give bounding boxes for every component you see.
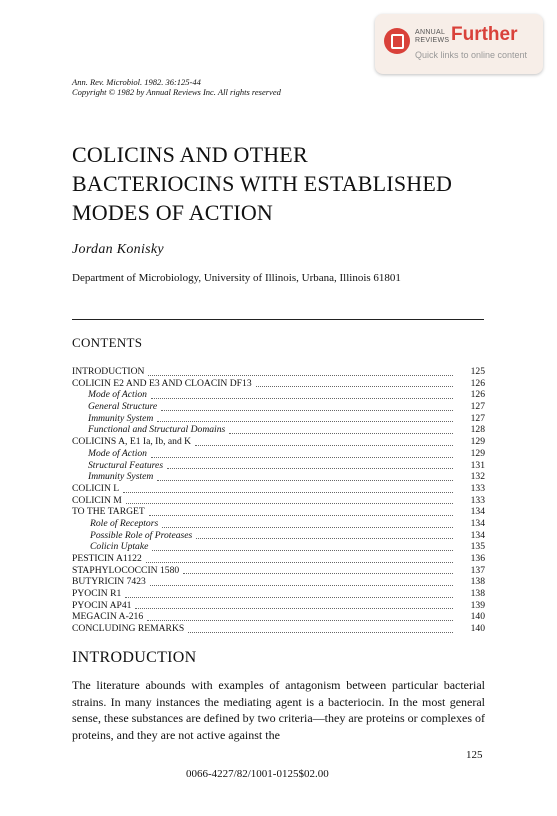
toc-entry[interactable]	[72, 471, 485, 483]
annual-reviews-further-badge[interactable]	[375, 14, 543, 74]
toc-leader-dots	[229, 433, 453, 434]
toc-entry-label: COLICIN M	[72, 494, 122, 506]
toc-entry[interactable]	[72, 530, 485, 542]
toc-entry-page: 134	[470, 529, 485, 541]
toc-entry-page: 140	[470, 623, 485, 635]
toc-entry-page: 134	[470, 506, 485, 518]
toc-entry[interactable]	[72, 518, 485, 530]
toc-leader-dots	[157, 421, 453, 422]
toc-entry-page: 139	[470, 599, 485, 611]
toc-entry[interactable]	[72, 460, 485, 472]
toc-leader-dots	[151, 398, 453, 399]
toc-leader-dots	[150, 585, 453, 586]
toc-entry-page: 133	[470, 482, 485, 494]
toc-entry-page: 127	[470, 401, 485, 413]
toc-entry-label: Immunity System	[88, 471, 154, 483]
toc-entry[interactable]	[72, 436, 485, 448]
toc-leader-dots	[256, 386, 453, 387]
toc-entry-label: STAPHYLOCOCCIN 1580	[72, 564, 180, 576]
toc-leader-dots	[167, 468, 453, 469]
toc-entry[interactable]	[72, 389, 485, 401]
annual-label: ANNUAL	[415, 29, 446, 36]
toc-entry[interactable]	[72, 448, 485, 460]
issn-code: 0066-4227/82/1001-0125$02.00	[186, 768, 329, 780]
toc-leader-dots	[123, 492, 453, 493]
toc-entry-page: 136	[470, 553, 485, 564]
introduction-paragraph: The literature abounds with examples of antagonism between particular bacterial strains. In many instances the mediating agent is a bacteriocin. In the most general sense, these substances are defined by two criteria—they are proteins or complexes of proteins, and they are not active against the	[72, 678, 485, 742]
further-label: Further	[451, 24, 518, 45]
contents-heading: CONTENTS	[72, 335, 143, 350]
toc-entry-page: 127	[470, 412, 485, 424]
toc-entry[interactable]	[72, 576, 485, 588]
toc-entry[interactable]	[72, 553, 485, 565]
toc-entry-label: PYOCIN R1	[72, 588, 122, 600]
toc-entry[interactable]	[72, 506, 485, 518]
toc-leader-dots	[188, 632, 453, 633]
toc-entry-page: 128	[470, 424, 485, 436]
section-divider	[72, 319, 484, 320]
toc-entry[interactable]	[72, 541, 485, 553]
toc-entry[interactable]	[72, 565, 485, 577]
toc-leader-dots	[147, 620, 453, 621]
toc-entry-page: 129	[470, 447, 485, 459]
toc-leader-dots	[135, 608, 453, 609]
toc-leader-dots	[149, 515, 453, 516]
toc-leader-dots	[126, 503, 453, 504]
copyright-line: Copyright © 1982 by Annual Reviews Inc. All rights reserved	[72, 87, 281, 97]
title-line-1: COLICINS AND OTHER	[72, 142, 308, 167]
toc-entry-label: Structural Features	[88, 459, 164, 471]
toc-entry[interactable]	[72, 588, 485, 600]
article-title	[72, 140, 452, 227]
toc-entry-label: MEGACIN A-216	[72, 611, 144, 623]
toc-entry[interactable]	[72, 483, 485, 495]
toc-entry-page: 133	[470, 494, 485, 506]
toc-entry-label: COLICIN L	[72, 482, 120, 494]
toc-entry-page: 140	[470, 611, 485, 623]
toc-entry-label: TO THE TARGET	[72, 506, 145, 518]
toc-entry-page: 131	[470, 459, 485, 471]
author-affiliation: Department of Microbiology, University of Illinois, Urbana, Illinois 61801	[72, 272, 401, 284]
toc-entry-label: CONCLUDING REMARKS	[72, 623, 185, 635]
toc-entry-label: PESTICIN A1122	[72, 553, 142, 564]
reviews-label: REVIEWS	[415, 37, 450, 44]
toc-entry-page: 138	[470, 588, 485, 600]
toc-entry-page: 126	[470, 377, 485, 389]
toc-entry-page: 135	[470, 541, 485, 553]
toc-entry-page: 125	[470, 366, 485, 377]
toc-leader-dots	[146, 562, 453, 563]
toc-leader-dots	[161, 410, 453, 411]
toc-entry-page: 138	[470, 576, 485, 588]
toc-entry-label: General Structure	[88, 401, 158, 413]
toc-entry-label: COLICIN E2 AND E3 AND CLOACIN DF13	[72, 377, 252, 389]
citation-line: Ann. Rev. Microbiol. 1982. 36:125-44	[72, 77, 201, 87]
toc-entry-label: INTRODUCTION	[72, 366, 145, 377]
toc-leader-dots	[162, 527, 453, 528]
toc-entry-label: Mode of Action	[88, 447, 147, 459]
citation-block	[72, 77, 281, 97]
toc-leader-dots	[183, 573, 453, 574]
toc-leader-dots	[125, 597, 453, 598]
toc-entry[interactable]	[72, 366, 485, 378]
page-number: 125	[466, 749, 483, 761]
toc-entry[interactable]	[72, 424, 485, 436]
title-line-3: MODES OF ACTION	[72, 200, 274, 225]
toc-entry-page: 132	[470, 471, 485, 483]
author-name: Jordan Konisky	[72, 242, 164, 257]
toc-entry-page: 137	[470, 564, 485, 576]
toc-leader-dots	[152, 550, 453, 551]
toc-entry-page: 126	[470, 389, 485, 401]
toc-leader-dots	[196, 538, 453, 539]
toc-leader-dots	[157, 480, 453, 481]
annual-reviews-logo-icon	[384, 28, 410, 54]
quick-links-label: Quick links to online content	[415, 50, 528, 60]
toc-entry[interactable]	[72, 413, 485, 425]
introduction-heading: INTRODUCTION	[72, 649, 197, 666]
toc-entry[interactable]	[72, 378, 485, 390]
toc-entry-label: Possible Role of Proteases	[90, 529, 193, 541]
toc-entry-label: Role of Receptors	[90, 517, 159, 529]
toc-entry-page: 129	[470, 436, 485, 448]
toc-entry-label: PYOCIN AP41	[72, 599, 132, 611]
toc-entry-page: 134	[470, 517, 485, 529]
toc-entry-label: Colicin Uptake	[90, 541, 149, 553]
toc-entry[interactable]	[72, 495, 485, 507]
toc-leader-dots	[151, 457, 453, 458]
toc-entry[interactable]	[72, 611, 485, 623]
toc-entry[interactable]	[72, 623, 485, 635]
toc-entry-label: BUTYRICIN 7423	[72, 576, 146, 588]
table-of-contents	[72, 366, 485, 635]
toc-entry-label: Mode of Action	[88, 389, 147, 401]
toc-entry[interactable]	[72, 401, 485, 413]
toc-entry[interactable]	[72, 600, 485, 612]
toc-leader-dots	[195, 445, 453, 446]
toc-entry-label: COLICINS A, E1 Ia, Ib, and K	[72, 436, 192, 448]
title-line-2: BACTERIOCINS WITH ESTABLISHED	[72, 171, 453, 196]
toc-leader-dots	[148, 375, 453, 376]
toc-entry-label: Immunity System	[88, 412, 154, 424]
toc-entry-label: Functional and Structural Domains	[88, 424, 226, 436]
annual-reviews-wordmark	[415, 29, 449, 45]
